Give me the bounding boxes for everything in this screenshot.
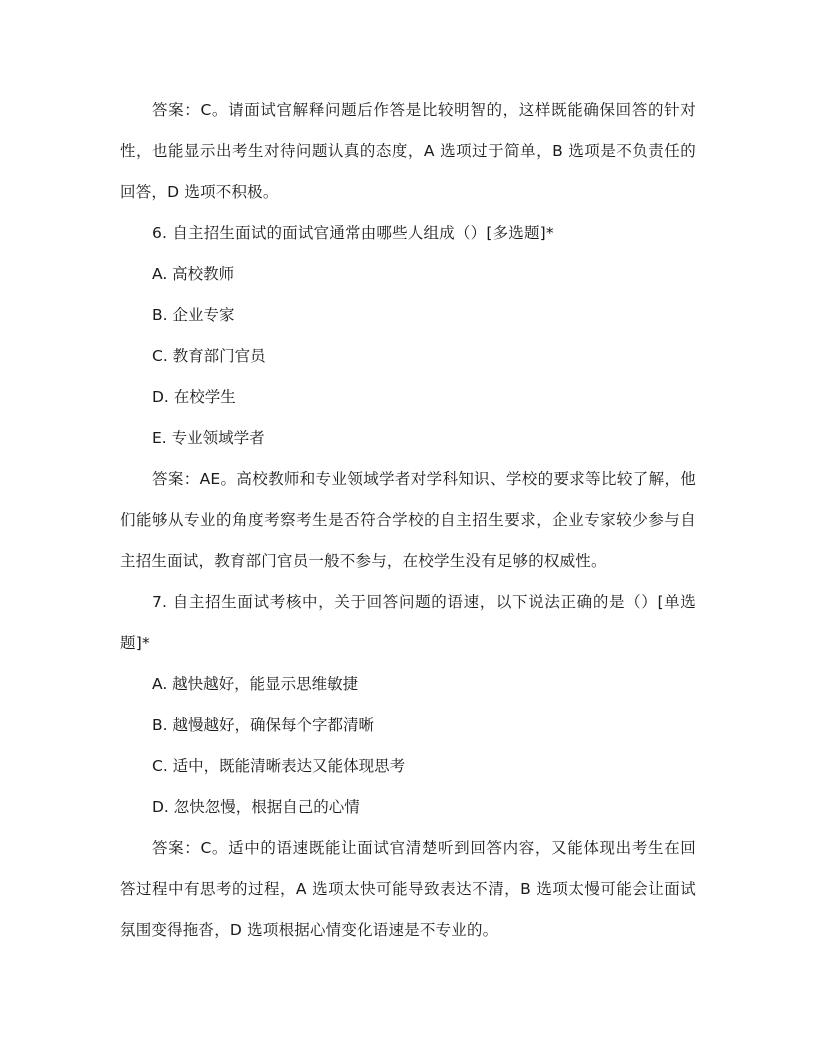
- q6-option-e: E. 专业领域学者: [152, 429, 265, 447]
- answer-q5-explanation: 答案：C。请面试官解释问题后作答是比较明智的，这样既能确保回答的针对性，也能显示出考生对待问题认真的态度，A 选项过于简单，B 选项是不负责任的回答，D 选项不积极。: [120, 101, 696, 201]
- question-6: 6. 自主招生面试的面试官通常由哪些人组成（）[多选题]*: [152, 224, 554, 242]
- q6-option-b: B. 企业专家: [152, 306, 235, 324]
- answer-q6-explanation: 答案：AE。高校教师和专业领域学者对学科知识、学校的要求等比较了解，他们能够从专业的角度考察考生是否符合学校的自主招生要求，企业专家较少参与自主招生面试，教育部门官员一般不参与，在校学生没有足够的权威性。: [120, 470, 696, 570]
- answer-q7-explanation: 答案：C。适中的语速既能让面试官清楚听到回答内容，又能体现出考生在回答过程中有思考的过程，A 选项太快可能导致表达不清，B 选项太慢可能会让面试氛围变得拖沓，D 选项根据心情变化语速是不专业的。: [120, 839, 696, 939]
- q7-option-c: C. 适中，既能清晰表达又能体现思考: [152, 757, 406, 775]
- q7-option-a: A. 越快越好，能显示思维敏捷: [152, 675, 359, 693]
- q6-option-a: A. 高校教师: [152, 265, 235, 283]
- q6-option-c: C. 教育部门官员: [152, 347, 266, 365]
- q6-option-d: D. 在校学生: [152, 388, 236, 406]
- q7-option-b: B. 越慢越好，确保每个字都清晰: [152, 716, 374, 734]
- q7-option-d: D. 忽快忽慢，根据自己的心情: [152, 798, 360, 816]
- document-body: [120, 90, 696, 951]
- question-7: 7. 自主招生面试考核中，关于回答问题的语速，以下说法正确的是（）[单选题]*: [120, 593, 696, 652]
